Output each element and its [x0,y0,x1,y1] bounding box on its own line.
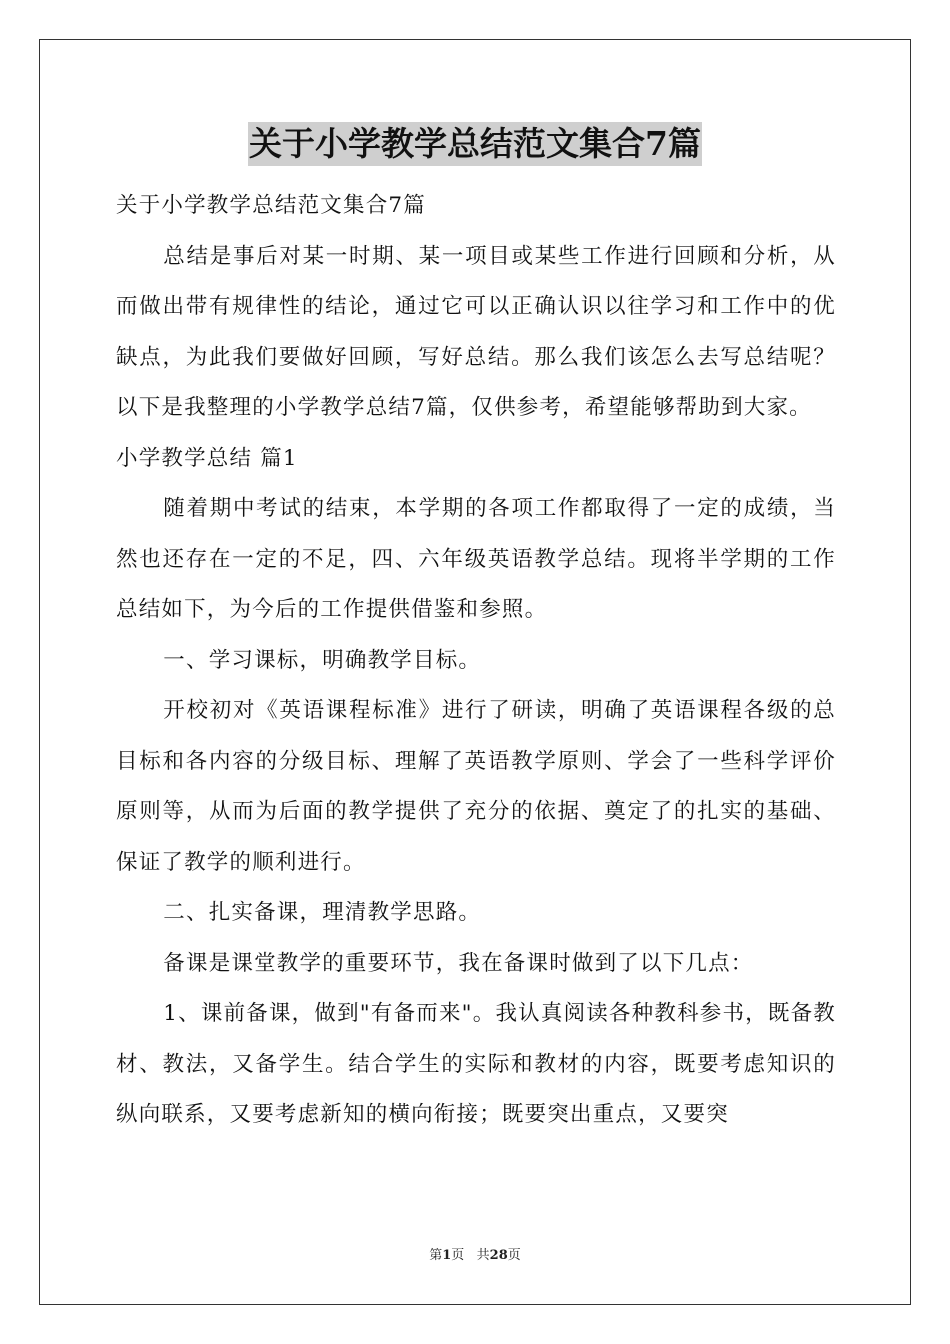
title-container [0,122,950,166]
subheading-paragraph: 二、扎实备课，理清教学思路。 [163,900,482,925]
page-current-number: 1 [442,1248,452,1263]
section-heading: 小学教学总结 篇1 [116,445,298,471]
body-paragraph: 1、课前备课，做到"有备而来"。我认真阅读各种教科参书，既备教材、教法，又备学生。结合学生的实际和教材的内容，既要考虑知识的纵向联系，又要考虑新知的横向衔接；既要突出重点，又要突 [116,1001,836,1127]
subtitle-line: 关于小学教学总结范文集合7篇 [116,193,426,218]
body-paragraph: 开校初对《英语课程标准》进行了研读，明确了英语课程各级的总目标和各内容的分级目标、理解了英语教学原则、学会了一些科学评价原则等，从而为后面的教学提供了充分的依据、奠定了的扎实的基础、保证了教学的顺利进行。 [116,698,836,875]
subheading-paragraph: 一、学习课标，明确教学目标。 [163,647,482,673]
document-body [116,181,836,1141]
page-mid-text: 页 共 [451,1248,490,1263]
page-prefix: 第 [429,1248,443,1263]
body-paragraph: 随着期中考试的结束，本学期的各项工作都取得了一定的成绩，当然也还存在一定的不足，四、六年级英语教学总结。现将半学期的工作总结如下，为今后的工作提供借鉴和参照。 [116,496,836,622]
body-paragraph: 备课是课堂教学的重要环节，我在备课时做到了以下几点： [163,950,754,976]
page-footer [0,1247,950,1265]
intro-paragraph: 总结是事后对某一时期、某一项目或某些工作进行回顾和分析，从而做出带有规律性的结论，通过它可以正确认识以往学习和工作中的优缺点，为此我们要做好回顾，写好总结。那么我们该怎么去写总结呢？以下是我整理的小学教学总结7篇，仅供参考，希望能够帮助到大家。 [116,243,836,420]
page-suffix: 页 [507,1248,521,1263]
page-total-number: 28 [489,1248,508,1263]
document-title: 关于小学教学总结范文集合7篇 [248,122,702,166]
